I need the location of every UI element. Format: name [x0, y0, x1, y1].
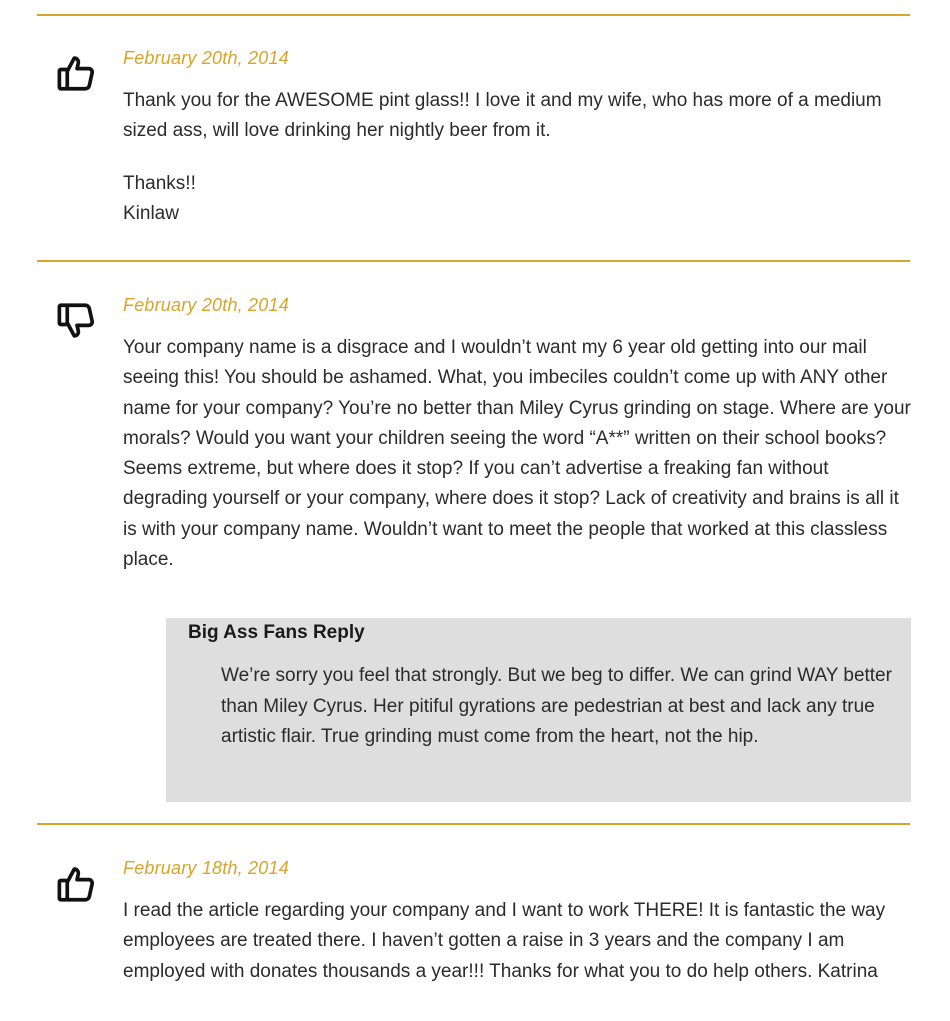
comment-divider: [37, 823, 910, 825]
comment-paragraph: Your company name is a disgrace and I wouldn’t want my 6 year old getting into our mail seeing this! You should be ashamed. What, you imbeciles couldn’t come up with ANY other name for your company? You’re no better than Miley Cyrus grinding on stage. Where are your morals? Would you want your children seeing the word “A**” written on their school books? Seems extreme, but where does it stop? If you can’t advertise a freaking fan without degrading yourself or your company, where does it stop? Lack of creativity and brains is all it is with your company name. Wouldn’t want to meet the people that worked at this classless place.: [123, 337, 911, 571]
thumbs-down-icon: [55, 300, 97, 342]
thumbs-up-icon: [55, 863, 97, 905]
comment-body: [123, 333, 913, 575]
comment-body: [123, 86, 913, 229]
comment-date: February 18th, 2014: [123, 858, 289, 878]
thumbs-up-icon: [55, 52, 97, 94]
comment-divider: [37, 14, 910, 16]
company-reply: [166, 618, 911, 802]
comment-date: February 20th, 2014: [123, 48, 289, 68]
comment-body: [123, 896, 913, 987]
reply-title: Big Ass Fans Reply: [188, 622, 365, 643]
comment-divider: [37, 260, 910, 262]
reply-text: We’re sorry you feel that strongly. But we beg to differ. We can grind WAY better than Miley Cyrus. Her pitiful gyrations are pedestrian at best and lack any true artistic flair. True grinding must come from the heart, not the hip.: [221, 665, 892, 747]
comment-date: February 20th, 2014: [123, 295, 289, 315]
comment-paragraph: Thanks!! Kinlaw: [123, 172, 196, 224]
comment-paragraph: Thank you for the AWESOME pint glass!! I love it and my wife, who has more of a medium sized ass, will love drinking her nightly beer from it.: [123, 90, 882, 142]
comment-paragraph: I read the article regarding your company and I want to work THERE! It is fantastic the way employees are treated there. I haven’t gotten a raise in 3 years and the company I am employed with donates thousands a year!!! Thanks for what you to do help others. Katrina: [123, 900, 886, 982]
